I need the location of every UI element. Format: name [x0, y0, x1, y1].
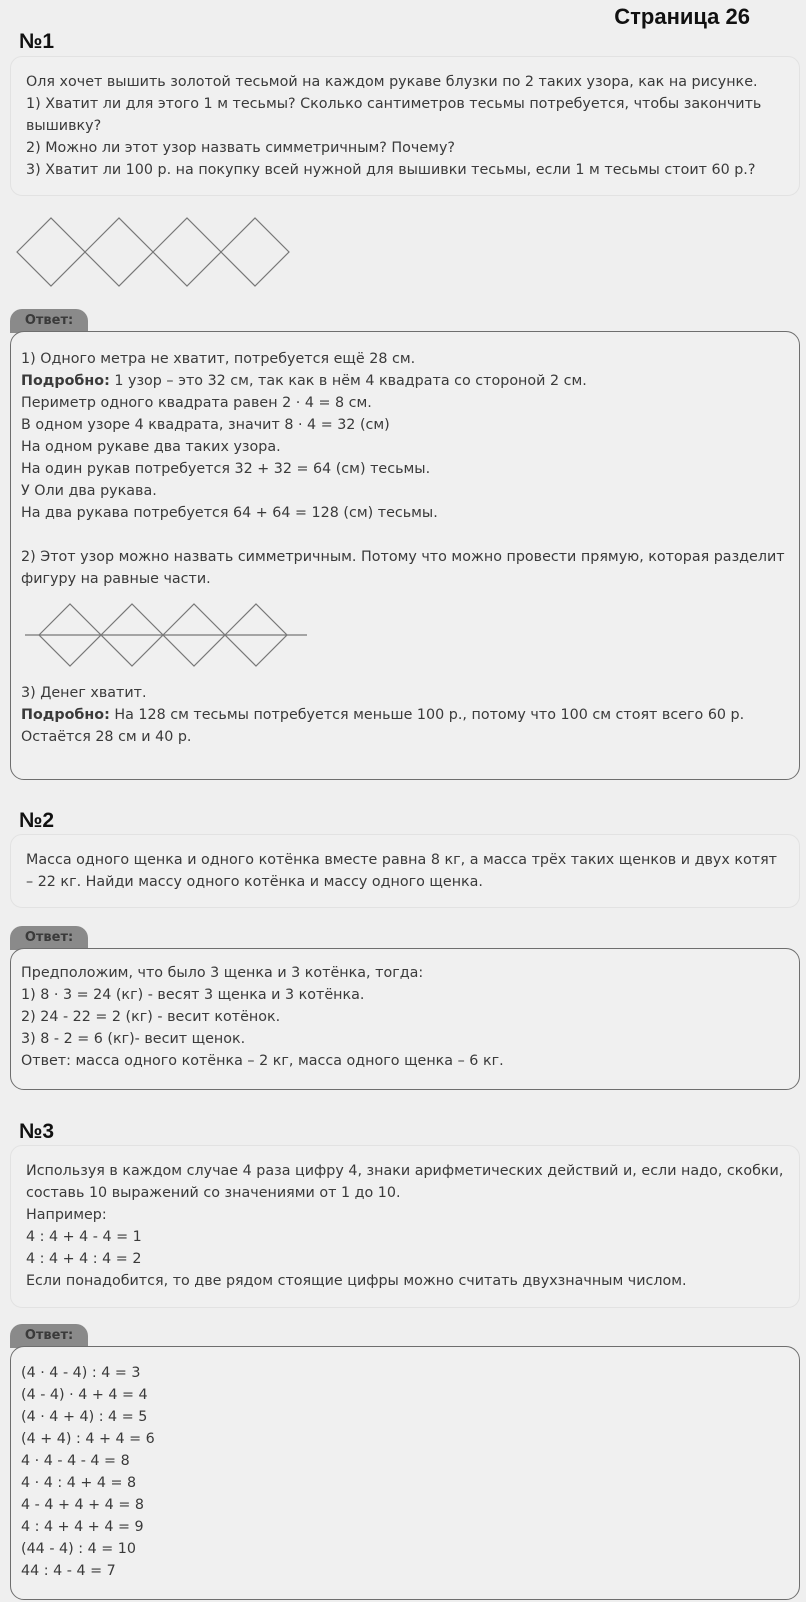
answer-2-line: 1) 8 · 3 = 24 (кг) - весят 3 щенка и 3 котёнка.: [21, 987, 365, 1003]
answer-tab-2: Ответ:: [10, 926, 88, 950]
answer-1-detail: [21, 370, 789, 392]
answer-3-line: (4 · 4 + 4) : 4 = 5: [21, 1409, 148, 1425]
task-1-line: 2) Можно ли этот узор назвать симметричным? Почему?: [26, 140, 456, 156]
diamond-pattern-figure: [10, 214, 300, 290]
answer-2-line: Предположим, что было 3 щенка и 3 котёнка, тогда:: [21, 965, 424, 981]
answer-1-detail: [21, 704, 789, 726]
answer-1-line: На одном рукаве два таких узора.: [21, 439, 281, 455]
answer-tab-3: Ответ:: [10, 1324, 88, 1348]
answer-1-line: 3) Денег хватит.: [21, 685, 147, 701]
detail-text: На 128 см тесьмы потребуется меньше 100 р., потому что 100 см стоят всего 60 р.: [109, 707, 745, 723]
answer-3-line: (4 + 4) : 4 + 4 = 6: [21, 1431, 155, 1447]
answer-1-line: У Оли два рукава.: [21, 483, 157, 499]
task-1-number: №1: [19, 30, 55, 53]
answer-1-line: 1) Одного метра не хватит, потребуется ещё 28 см.: [21, 351, 416, 367]
task-2-statement: [10, 834, 800, 908]
answer-1-symmetry: 2) Этот узор можно назвать симметричным. Потому что можно провести прямую, которая разделит фигуру на равные части.: [21, 549, 785, 587]
task-3-line: Если понадобится, то две рядом стоящие цифры можно считать двухзначным числом.: [26, 1273, 687, 1289]
answer-box-1: [10, 331, 800, 780]
answer-3-line: 4 · 4 : 4 + 4 = 8: [21, 1475, 137, 1491]
answer-1-line: Остаётся 28 см и 40 р.: [21, 729, 192, 745]
task-2-text: Масса одного щенка и одного котёнка вместе равна 8 кг, а масса трёх таких щенков и двух котят – 22 кг. Найди массу одного котёнка и массу одного щенка.: [26, 852, 778, 890]
task-1-line: 3) Хватит ли 100 р. на покупку всей нужной для вышивки тесьмы, если 1 м тесьмы стоит 60 р.?: [26, 162, 756, 178]
answer-1-line: В одном узоре 4 квадрата, значит 8 · 4 = 32 (см): [21, 417, 390, 433]
task-3-line: Например:: [26, 1207, 107, 1223]
answer-3-line: 4 - 4 + 4 + 4 = 8: [21, 1497, 144, 1513]
page-title: Страница 26: [614, 4, 750, 29]
answer-3-line: (44 - 4) : 4 = 10: [21, 1541, 136, 1557]
answer-3-line: (4 · 4 - 4) : 4 = 3: [21, 1365, 141, 1381]
answer-3-line: (4 - 4) · 4 + 4 = 4: [21, 1387, 148, 1403]
task-3-line: 4 : 4 + 4 : 4 = 2: [26, 1251, 142, 1267]
task-1-statement: [10, 56, 800, 196]
answer-1-line: Периметр одного квадрата равен 2 · 4 = 8 см.: [21, 395, 372, 411]
task-2-number: №2: [19, 809, 55, 832]
answer-3-line: 4 · 4 - 4 - 4 = 8: [21, 1453, 130, 1469]
answer-tab-1: Ответ:: [10, 309, 88, 333]
detail-label: Подробно:: [21, 707, 110, 723]
task-3-line: Используя в каждом случае 4 раза цифру 4, знаки арифметических действий и, если надо, скобки, составь 10 выражений со значениями от 1 до 10.: [26, 1163, 784, 1201]
answer-1-line: На один рукав потребуется 32 + 32 = 64 (см) тесьмы.: [21, 461, 431, 477]
detail-label: Подробно:: [21, 373, 110, 389]
answer-3-line: 44 : 4 - 4 = 7: [21, 1563, 116, 1579]
task-1-line: Оля хочет вышить золотой тесьмой на каждом рукаве блузки по 2 таких узора, как на рисунке.: [26, 74, 758, 90]
detail-text: 1 узор – это 32 см, так как в нём 4 квадрата со стороной 2 см.: [109, 373, 587, 389]
answer-1-line: На два рукава потребуется 64 + 64 = 128 (см) тесьмы.: [21, 505, 438, 521]
answer-box-3: [10, 1346, 800, 1600]
task-3-number: №3: [19, 1120, 55, 1143]
answer-3-line: 4 : 4 + 4 + 4 = 9: [21, 1519, 144, 1535]
answer-2-line: Ответ: масса одного котёнка – 2 кг, масса одного щенка – 6 кг.: [21, 1053, 504, 1069]
task-3-statement: [10, 1145, 800, 1308]
answer-box-2: [10, 948, 800, 1090]
answer-2-line: 3) 8 - 2 = 6 (кг)- весит щенок.: [21, 1031, 246, 1047]
answer-2-line: 2) 24 - 22 = 2 (кг) - весит котёнок.: [21, 1009, 281, 1025]
task-3-line: 4 : 4 + 4 - 4 = 1: [26, 1229, 142, 1245]
task-1-line: 1) Хватит ли для этого 1 м тесьмы? Сколько сантиметров тесьмы потребуется, чтобы закончить вышивку?: [26, 96, 762, 134]
symmetry-axis-figure: [25, 600, 315, 670]
